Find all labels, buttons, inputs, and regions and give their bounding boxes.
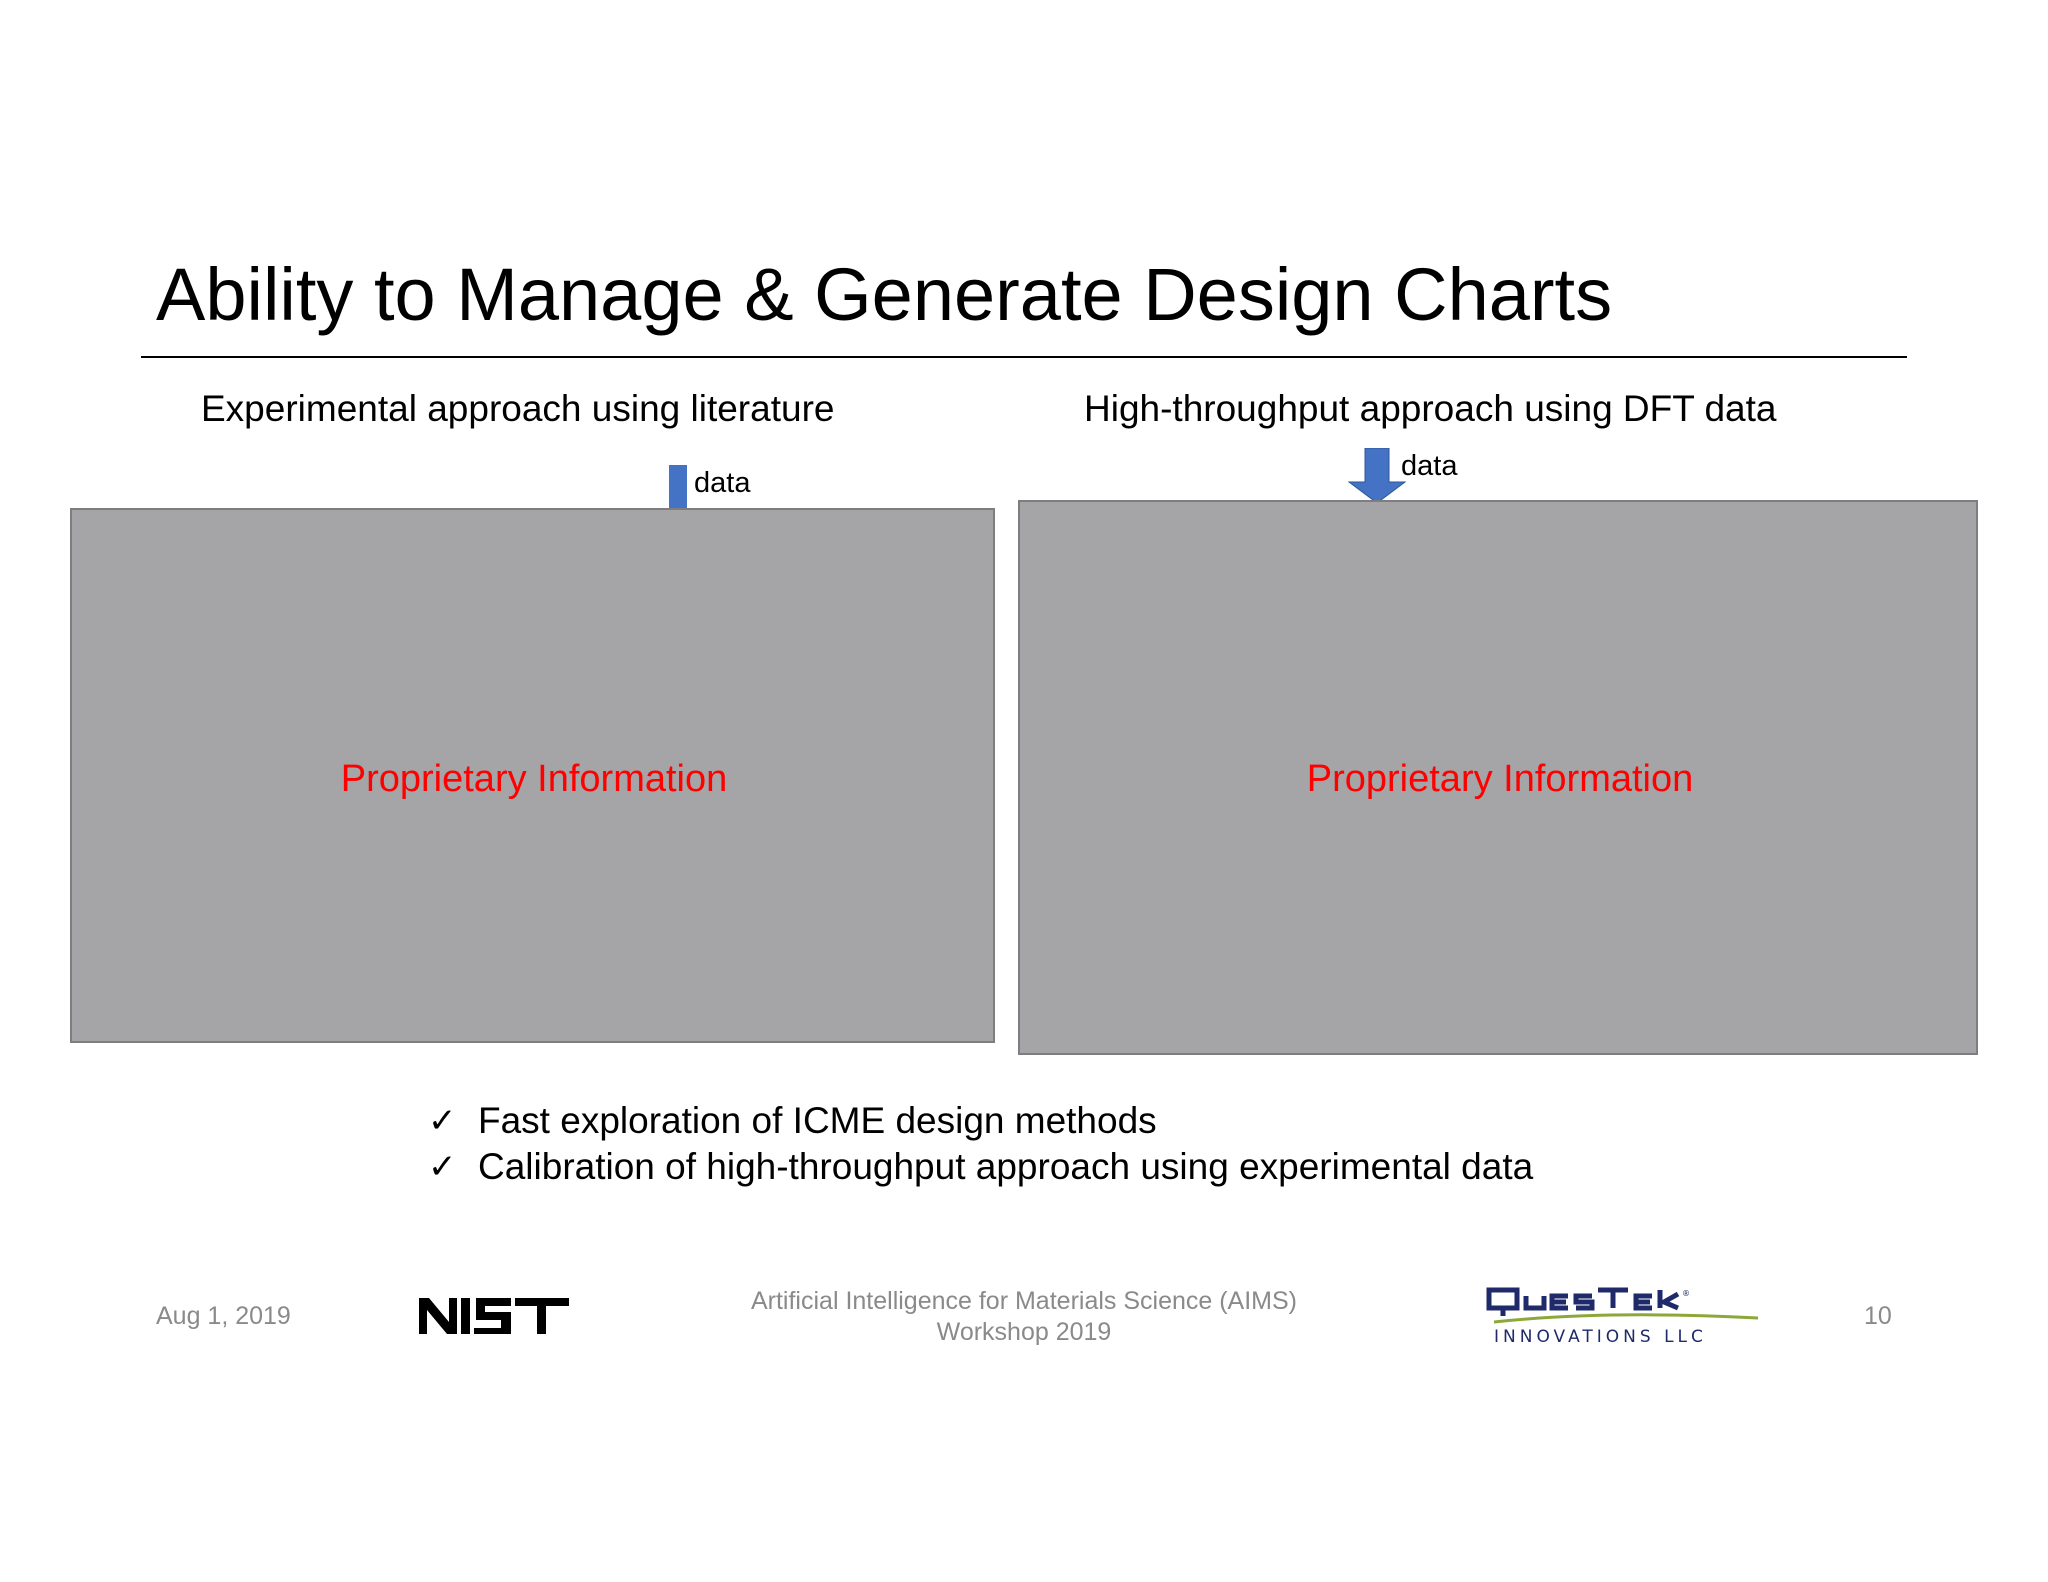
proprietary-notice: Proprietary Information	[340, 758, 728, 800]
bullet-text: Calibration of high-throughput approach using experimental data	[478, 1146, 1534, 1187]
bullet-list	[428, 1098, 1533, 1190]
questek-subtext: INNOVATIONS LLC	[1494, 1327, 1707, 1347]
right-column-heading: High-throughput approach using DFT data	[1084, 388, 1777, 429]
slide-title: Ability to Manage & Generate Design Charts	[156, 253, 1613, 336]
nist-logo	[419, 1294, 569, 1336]
left-data-label: data	[694, 467, 751, 499]
svg-text:®: ®	[1682, 1289, 1690, 1298]
checkmark-icon: ✓	[428, 1147, 457, 1187]
title-underline	[141, 356, 1907, 358]
footer-event-line1: Artificial Intelligence for Materials Science (AIMS)	[750, 1287, 1298, 1315]
down-arrow-icon	[1348, 448, 1406, 504]
list-item	[428, 1098, 1533, 1144]
proprietary-notice: Proprietary Information	[1306, 758, 1694, 800]
footer-date: Aug 1, 2019	[156, 1302, 291, 1330]
right-redacted-panel	[1018, 500, 1978, 1055]
footer-event-line2: Workshop 2019	[936, 1318, 1112, 1346]
questek-logo	[1486, 1286, 1766, 1348]
left-column-heading: Experimental approach using literature	[201, 388, 835, 429]
checkmark-icon: ✓	[428, 1101, 457, 1141]
list-item	[428, 1144, 1533, 1190]
down-arrow-icon	[668, 465, 688, 510]
page-number: 10	[1864, 1302, 1892, 1330]
footer-event	[751, 1286, 1297, 1348]
right-data-label: data	[1401, 450, 1458, 482]
left-redacted-panel	[70, 508, 995, 1043]
bullet-text: Fast exploration of ICME design methods	[478, 1100, 1157, 1141]
